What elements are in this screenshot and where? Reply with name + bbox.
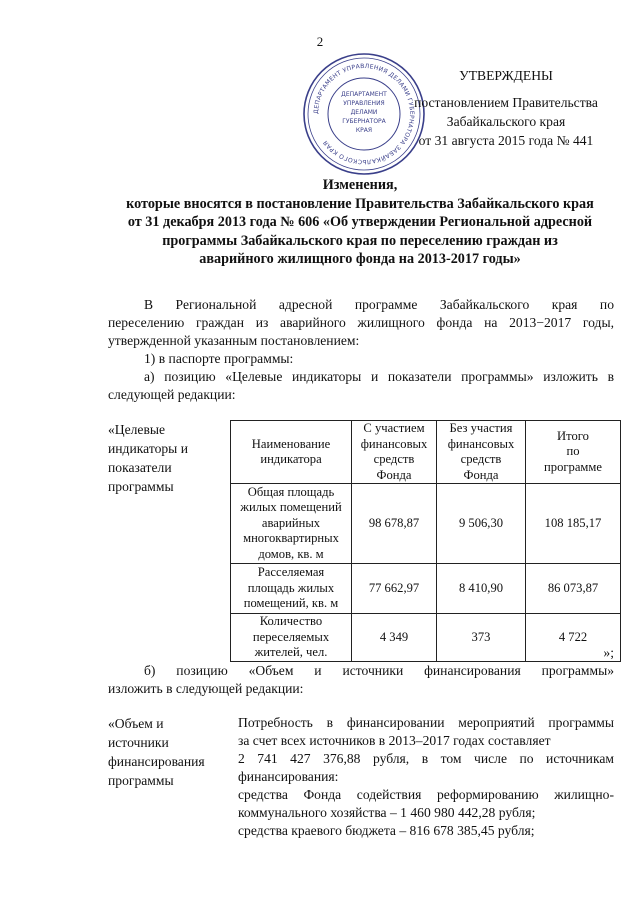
header-name: Наименование индикатора (231, 421, 352, 484)
row-total-cell: 108 185,17 (526, 484, 621, 564)
label-line: источники (108, 735, 169, 750)
label-line: программы (108, 479, 174, 494)
stamp-center-line: ДЕПАРТАМЕНТ (341, 91, 387, 98)
row-without-fund-cell: 8 410,90 (437, 564, 526, 614)
header-without-fund: Без участия финансовых средств Фонда (437, 421, 526, 484)
approval-line: Забайкальского края (446, 114, 566, 129)
paragraph-line: следующей редакции: (108, 387, 236, 402)
closing-quote: »; (603, 645, 614, 660)
paragraph-line: изложить в следующей редакции: (108, 681, 304, 696)
table-row (231, 484, 621, 564)
approval-block (392, 66, 620, 150)
row-name-cell: Расселяемая площадь жилых помещений, кв. м (231, 564, 352, 614)
title-line: от 31 декабря 2013 года № 606 «Об утверждении Региональной адресной (127, 214, 593, 230)
stamp-center-line: УПРАВЛЕНИЯ (343, 100, 385, 107)
list-item-1: 1) в паспорте программы: (144, 351, 294, 366)
document-title (100, 176, 620, 269)
indicators-table (230, 420, 621, 662)
table-header-row (231, 421, 621, 484)
row-without-fund-cell: 373 (437, 614, 526, 662)
row-with-fund-cell: 98 678,87 (352, 484, 437, 564)
financing-text (238, 714, 614, 840)
row-with-fund-cell: 4 349 (352, 614, 437, 662)
financing-line: Потребность в финансировании мероприятий программы (238, 715, 614, 730)
item-b-paragraph (108, 662, 614, 698)
row-total-cell: 86 073,87 (526, 564, 621, 614)
financing-line: коммунального хозяйства – 1 460 980 442,28 рубля; (238, 805, 536, 820)
stamp-center-line: КРАЯ (355, 127, 373, 134)
label-line: «Объем и (108, 716, 164, 731)
label-line: программы (108, 773, 174, 788)
stamp-center-line: ГУБЕРНАТОРА (342, 118, 386, 125)
row-name-cell: Общая площадь жилых помещений аварийных многоквартирных домов, кв. м (231, 484, 352, 564)
header-with-fund: С участием финансовых средств Фонда (352, 421, 437, 484)
financing-line: финансирования: (238, 769, 339, 784)
header-total: Итого по программе (526, 421, 621, 484)
financing-label (108, 714, 228, 790)
financing-line: за счет всех источников в 2013–2017 годах составляет (238, 733, 551, 748)
approval-line: постановлением Правительства (414, 95, 598, 110)
label-line: показатели (108, 460, 172, 475)
intro-paragraph (108, 296, 614, 404)
indicators-label (108, 420, 228, 496)
title-line: Изменения, (322, 177, 398, 193)
row-with-fund-cell: 77 662,97 (352, 564, 437, 614)
table-row (231, 564, 621, 614)
row-name-cell: Количество переселяемых жителей, чел. (231, 614, 352, 662)
row-total-cell: 4 722 (526, 614, 621, 662)
list-item-b: б) позицию «Объем и источники финансирования программы» (144, 663, 614, 678)
row-without-fund-cell: 9 506,30 (437, 484, 526, 564)
stamp-center-line: ДЕЛАМИ (350, 109, 378, 116)
financing-line: 2 741 427 376,88 рубля, в том числе по источникам (238, 751, 614, 766)
approval-line: от 31 августа 2015 года № 441 (418, 133, 594, 148)
stamp-ring-text: ДЕПАРТАМЕНТ УПРАВЛЕНИЯ ДЕЛАМИ ГУБЕРНАТОРА ЗАБАЙКАЛЬСКОГО КРАЯ (312, 62, 416, 166)
financing-line: средства краевого бюджета – 816 678 385,45 рубля; (238, 823, 535, 838)
paragraph-line: переселению граждан из аварийного жилищного фонда на 2013−2017 годы, (108, 315, 614, 330)
list-item-a: а) позицию «Целевые индикаторы и показатели программы» изложить в (144, 369, 614, 384)
approval-heading: УТВЕРЖДЕНЫ (459, 68, 553, 83)
financing-line: средства Фонда содействия реформированию жилищно- (238, 787, 614, 802)
paragraph-line: В Региональной адресной программе Забайкальского края по (144, 297, 614, 312)
page-number: 2 (316, 34, 324, 49)
label-line: индикаторы и (108, 441, 188, 456)
title-line: которые вносятся в постановление Правительства Забайкальского края (126, 195, 594, 212)
label-line: «Целевые (108, 422, 166, 437)
title-line: аварийного жилищного фонда на 2013-2017 годы» (199, 251, 521, 267)
title-line: программы Забайкальского края по переселению граждан из (162, 232, 558, 249)
paragraph-line: утвержденной указанным постановлением: (108, 333, 360, 348)
label-line: финансирования (108, 754, 205, 769)
